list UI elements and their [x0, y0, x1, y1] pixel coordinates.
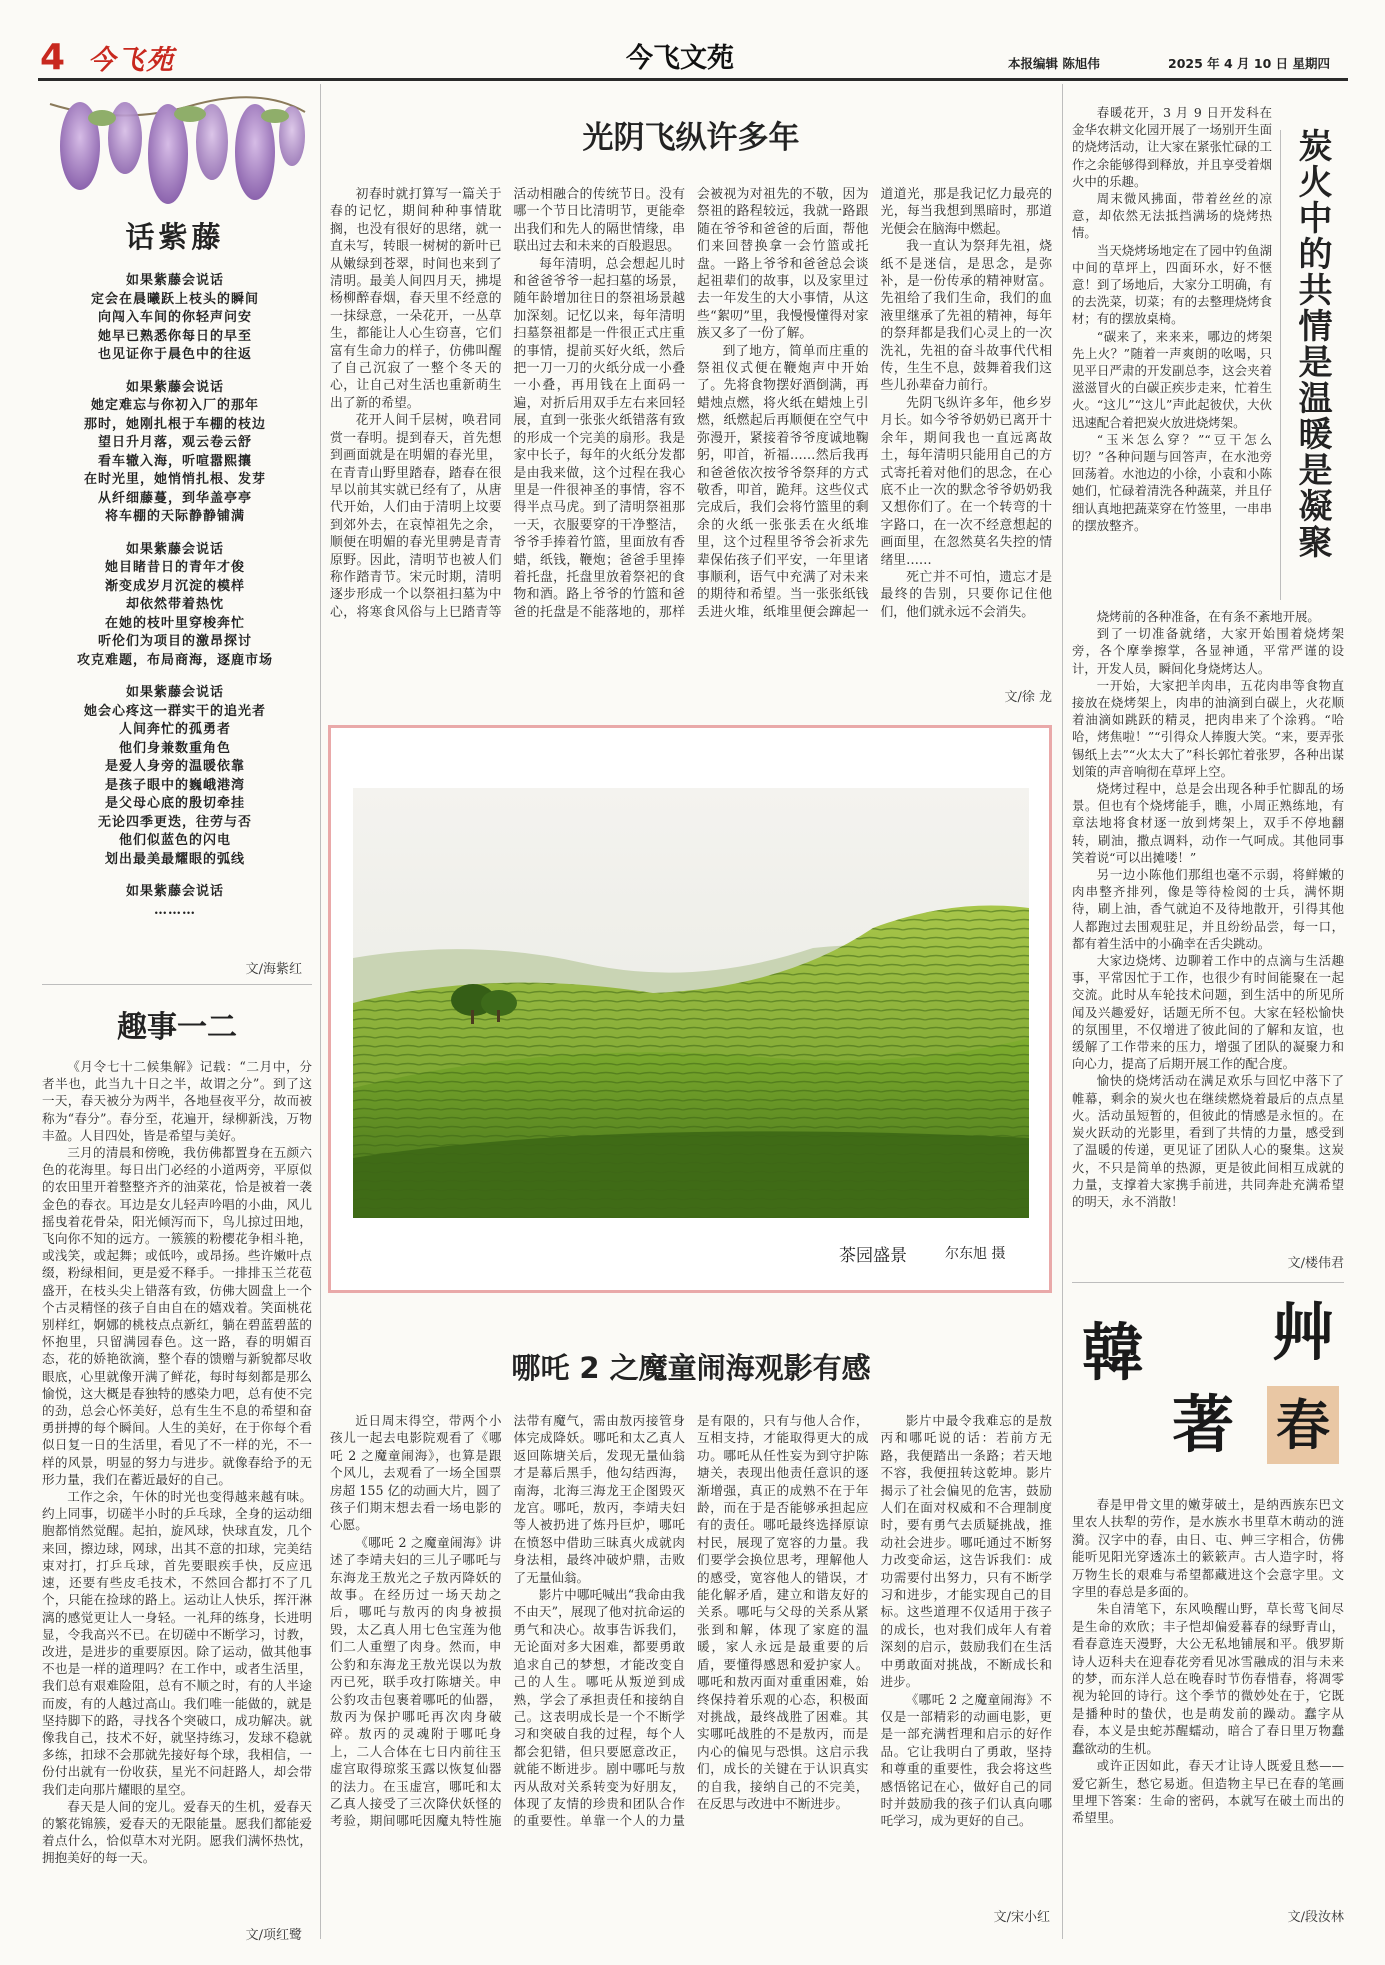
page-number: 4: [40, 37, 66, 78]
tanhuo-title-rule: [1280, 130, 1281, 600]
paragraph: 《哪吒 2 之魔童闹海》不仅是一部精彩的动画电影，更是一部充满哲理和启示的好作品。它让我明白了勇敢，坚持和尊重的重要性，我会将这些感悟铭记在心，做好自己的同时并鼓励我的孩子们认真向哪吒学习，成为更好的自己。: [880, 1691, 1052, 1829]
xiaozhuan-author: 文/段汝林: [1287, 1910, 1344, 1925]
left-column-rule: [320, 84, 321, 1939]
editor-label: 本报编辑 陈旭伟: [1008, 56, 1100, 71]
wisteria-illustration: [40, 96, 310, 214]
poem-line: 向闯入车间的你轻声问安: [97, 310, 252, 325]
poem-line: 在时光里，她悄悄扎根、发芽: [83, 472, 266, 487]
poem-line: 如果紫藤会说话: [125, 541, 224, 557]
paragraph: 周末微风拂面，带着丝丝的凉意，却依然无法抵挡满场的烧烤热情。: [1072, 191, 1272, 241]
nezha-title: 哪吒 2 之魔童闹海观影有感: [511, 1351, 871, 1385]
poem-line: 如果紫藤会说话: [125, 379, 224, 395]
paragraph: 每年清明，总会想起儿时和爸爸爷爷一起扫墓的场景，随年龄增加往日的祭祖场景越加深刻。记忆以来，每年清明扫墓祭祖都是一件很正式庄重的事情，提前买好火纸，然后把一刀一刀的火纸分成一小叠一小叠，再用钱在上面码一遍，对折后用双手左右来回轻展，直到一张张火纸错落有致的形成一个完美的扇形。我是家中长子，每年的火纸分发都是由我来做，这个过程在我心里是一件很神圣的事情，容不得半点马虎。到了清明祭祖那一天，衣服要穿的干净整洁，爷爷手捧着竹篮，里面放有香蜡，纸钱，鞭炮；爸爸手里捧着托盘，托盘里放着祭祀的食物和酒。路上爷爷的竹篮和爸爸的托盘是不能落地的，那样会被视为对祖先的不敬，因为祭祖的路程较远，我就一路跟随在爷爷和爸爸的后面，帮他们来回替换拿一会竹篮或托盘。一路上爷爷和爸爸总会谈起祖辈们的故事，以及家里过去一年发生的大小事情，从这些“絮叨”里，我慢慢懂得对家族又多了一份了解。: [513, 187, 869, 620]
seal-glyph: 春: [1276, 1393, 1330, 1457]
paragraph: 一开始，大家把羊肉串，五花肉串等食物直接放在烧烤架上，肉串的油滴到白碳上，火花顺着油滴如跳跃的精灵，把肉串来了个涂鸦。“哈哈，烤焦啦！”“引得众人捧腹大笑。“来，要弄张锡纸上去”“火太大了”科长郭忙着张罗，各种出谋划策的声音响彻在草坪上空。: [1072, 677, 1344, 779]
issue-date: 2025 年 4 月 10 日 星期四: [1168, 56, 1330, 71]
paragraph: 另一边小陈他们那组也毫不示弱，将鲜嫩的肉串整齐排列，像是等待检阅的士兵，满怀期待，刷上油，香气就迫不及待地散开，引得其他人都跑过去围观驻足，并且纷纷品尝，每一口，都有着生活中的小确幸在舌尖跳动。: [1072, 867, 1344, 951]
paragraph: 烧烤前的各种准备，在有条不紊地开展。: [1096, 609, 1320, 624]
poem-line: 人间奔忙的孤勇者: [118, 722, 231, 737]
poem-line: 听伦们为项目的激昂探讨: [97, 634, 252, 649]
paragraph: 春是甲骨文里的嫩芽破土，是纳西族东巴文里农人扶犁的劳作，是水族水书里草木萌动的涟漪。汉字中的春，由日、屯、艸三字相合，仿佛能听见阳光穿透冻土的簌簌声。古人造字时，将万物生长的艰难与希望都藏进这个会意字里。文字里的春总是多面的。: [1072, 1497, 1344, 1600]
poem-line: 如果紫藤会说话: [125, 685, 224, 700]
header-rule: [38, 78, 1348, 81]
poem-line: 在她的枝叶里穿梭奔忙: [104, 615, 245, 631]
tea-garden-photo: [353, 788, 1029, 1218]
paragraph: “碳来了，来来来，哪边的烤架先上火？”随着一声爽朗的吆喝，只见平日严肃的开发副总李，这会夹着滋滋冒火的白碳正疾步走来，忙着生火。“这儿”“这儿”声此起彼伏，大伙迅速配合着把炭火放进烧烤架。: [1072, 328, 1272, 430]
poem-line: 那时，她刚扎根于车棚的枝边: [83, 416, 266, 432]
qushi-author: 文/项红鹭: [245, 1928, 302, 1943]
poem-line: 是爱人身旁的温暖依靠: [104, 759, 245, 774]
poem-line: 她目睹昔日的青年才俊: [104, 560, 245, 575]
xiaozhuan-body: [1072, 1496, 1344, 1827]
paragraph: 死亡并不可怕，遗忘才是最终的告别，只要你记住他们，他们就永远不会消失。: [880, 569, 1052, 620]
paragraph: 《月令七十二候集解》记载：“二月中，分者半也，此当九十日之半，故谓之分”。到了这一天，春天被分为两半，各地昼夜平分，故而被称为“春分”。春分至，花遍开，绿柳新浅，万物丰盈。人目四处，皆是希望与美好。: [42, 1059, 312, 1143]
paragraph: 烧烤过程中，总是会出现各种手忙脚乱的场景。但也有个烧烤能手，瞧，小周正熟练地，有章法地将食材逐一放到烤架上，双手不停地翻转，刷油，撒点调料，动作一气呵成。其他同事笑着说“可以出摊喽！”: [1072, 781, 1344, 865]
paragraph: 我一直认为祭拜先祖，烧纸不是迷信，是思念，是弥补，是一份传承的精神财富。先祖给了我们生命，我们的血液里继承了先祖的精神，每年的祭拜都是我们心灵上的一次洗礼，先祖的奋斗故事代代相传，生生不息，鼓舞着我们这些儿孙辈奋力前行。: [880, 239, 1052, 394]
poem-line: 是父母心底的殷切牵挂: [104, 796, 245, 811]
photo-caption: 茶园盛景: [839, 1246, 907, 1266]
paragraph: 初春时就打算写一篇关于春的记忆，期间种种事情耽搁，也没有很好的思绪，就一直未写，转眼一树树的新叶已从嫩绿到苍翠，时间也来到了清明。最美人间四月天，拂堤杨柳醉春烟，春天里不经意的一抹绿意，一朵花开，一丛草生，都能让人心生窃喜，它们富有生命力的样子，仿佛叫醒了自己沉寂了一整个冬天的心，让自己对生活也重新萌生出了新的希望。: [330, 187, 502, 411]
paragraph: 大家边烧烤、边聊着工作中的点滴与生活趣事，平常因忙于工作，也很少有时间能聚在一起交流。此时从车轮技术问题，到生活中的所见所闻及兴趣爱好，话题无所不包。大家在轻松愉快的氛围里，不仅增进了彼此间的了解和友谊，也缓解了工作带来的压力，增强了团队的凝聚力和向心力，提高了后期开展工作的配合度。: [1072, 953, 1344, 1072]
tanhuo-intro: [1072, 104, 1272, 534]
poem-line: 她早已熟悉你每日的早至: [97, 328, 252, 344]
tanhuo-body: [1072, 608, 1344, 1210]
guangyin-title: 光阴飞纵许多年: [582, 120, 800, 156]
paragraph: 三月的清晨和傍晚，我仿佛都置身在五颜六色的花海里。每日出门必经的小道两旁，平原似的农田里开着整整齐齐的油菜花，恰是被着一袭金色的春衣。耳边是女儿轻声吟唱的小曲，风儿摇曳着花骨朵，阳光倾泻而下，鸟儿掠过田地，飞向你不知的远方。一簇簇的粉樱花争相斗艳，或浅笑，或起舞；或低吟，或昂扬。些许嫩叶点缀，粉绿相间，更是爱不释手。一排排玉兰花苞盛开，在枝头尖上错落有致，仿佛大圆盘上一个个古灵精怪的孩子自由自在的嬉戏着。笑面桃花别样红，婀娜的桃枝点点新红，躺在碧蓝碧蓝的怀抱里，只留满园春色。这一路，春的明媚百态，花的娇艳欲滴，整个春的馈赠与新貌都尽收眼底，心里就像开满了鲜花，每时每刻都是那么愉悦，这大概是春独特的感染力吧，总有使不完的劲，总会心怀美好，总有生生不息的希望和奋勇拼搏的每个瞬间。人生的美好，在于你每个看似日复一日的生活里，看见了不一样的光，不一样的风景，明显的努力与进步。就像春给予的无形力量，我们在蓄近最好的自己。: [42, 1145, 312, 1487]
ziteng-poem: [50, 272, 300, 920]
seal-glyph: 艸: [1272, 1296, 1335, 1369]
paragraph: 先阴飞纵许多年，他乡岁月长。如今爷爷奶奶已离开十余年，期间我也一直远离故土，每年清明只能用自己的方式寄托着对他们的思念，在心底不止一次的默念爷爷奶奶我又想你们了。在一个转弯的十字路口，在一次不经意想起的画面里，在忽然莫名失控的情绪里……: [880, 395, 1052, 568]
poem-line: 是孩子眼中的巍峨港湾: [104, 777, 245, 793]
poem-line: 却依然带着热忱: [125, 597, 224, 612]
poem-line: 划出最美最耀眼的弧线: [104, 851, 245, 867]
poem-line: 他们身兼数重角色: [118, 740, 231, 756]
section-title: 今飞文苑: [626, 43, 734, 74]
paragraph: 《哪吒 2 之魔童闹海》讲述了李靖夫妇的三儿子哪吒与东海龙王敖光之子敖丙降妖的故事。在经历过一场天劫之后，哪吒与敖丙的肉身被损毁，太乙真人用七色宝莲为他们二人重塑了肉身。然而，申公豹和东海龙王敖光误以为敖丙已死，联手攻打陈塘关。申公豹攻击包裹着哪吒的仙器，敖丙为保护哪吒再次肉身破碎。敖丙的灵魂附于哪吒身上，二人合体在七日内前往玉虚宫取得琼浆玉露以恢复仙器的法力。在玉虚宫，哪吒和太乙真人接受了三次降伏妖怪的考验，期间哪吒因魔丸特性施法带有魔气，需由敖丙接管身体完成降妖。哪吒和太乙真人返回陈塘关后，发现无量仙翁才是幕后黑手，他勾结西海，南海，北海三海龙王企图毁灭龙宫。哪吒，敖丙，李靖夫妇等人被扔进了炼丹巨炉，哪吒在愤怒中借助三昧真火成就肉身法相，最终冲破炉鼎，击败了无量仙翁。: [330, 1413, 685, 1829]
seal-glyph: 韓: [1082, 1316, 1145, 1389]
seal-script-calligraphy: [1072, 1294, 1344, 1470]
photo-frame: [328, 725, 1052, 1293]
qushi-title: 趣事一二: [117, 1010, 237, 1045]
paragraph: 愉快的烧烤活动在满足欢乐与回忆中落下了帷幕，剩余的炭火也在继续燃烧着最后的点点星火。活动虽短暂的，但彼此的情感是永恒的。在炭火跃动的光影里，看到了共情的力量，感受到了温暖的传递，更见证了团队人心的聚集。这炭火，不只是简单的热源，更是彼此间相互成就的力量，支撑着大家携手前进，共同奔赴充满希望的明天，永不消散！: [1072, 1073, 1344, 1209]
poem-line: 定会在晨曦跃上枝头的瞬间: [90, 291, 259, 307]
poem-line: 如果紫藤会说话: [125, 884, 224, 899]
paragraph: 春天是人间的宠儿。爱春天的生机，爱春天的繁花锦簇，爱春天的无限能量。愿我们都能爱着点什么，恰似草木对光阴。愿我们满怀热忱，拥抱美好的每一天。: [42, 1798, 312, 1866]
seal-glyph: 著: [1172, 1388, 1235, 1461]
poem-line: 攻克难题，布局商海，逐鹿市场: [76, 652, 273, 668]
poem-line: 看车辙入海，听喧嚣熙攘: [97, 453, 252, 469]
ziteng-author: 文/海紫红: [245, 962, 302, 977]
paragraph: 当天烧烤场地定在了园中钓鱼湖中间的草坪上，四面环水，好不惬意！到了场地后，大家分工明确，有的去洗菜，切菜；有的去整理烧烤食材；有的摆放桌椅。: [1072, 242, 1272, 327]
brand-logo: 今飞苑: [88, 45, 175, 76]
poem-line: 将车棚的天际静静铺满: [104, 509, 245, 524]
poem-line: 从纤细藤蔓，到华盖亭亭: [97, 490, 252, 506]
tanhuo-title: 炭火中的共情是温暖是凝聚: [1292, 128, 1332, 560]
tanhuo-author: 文/楼伟君: [1287, 1256, 1344, 1271]
paragraph: 工作之余，午休的时光也变得越来越有味。约上同事，切磋半小时的乒乓球，全身的运动细胞都悄然觉醒。起拍，旋风球，快球直发，几个来回，擦边球，网球，出其不意的扣球，完美结束对打，打乒乓球，首先要眼疾手快，反应迅速，还要有些皮毛技术，不然回合都打不了几个，只能在捡球的路上。运动让人快乐，挥汗淋漓的感觉更让人一身轻。一礼拜的练身，长进明显，令我高兴不已。在切磋中不断学习，讨教，改进，是进步的重要原因。除了运动，做其他事不也是一样的道理吗？在工作中，或者生活里，我们总有艰难险阻，总有不顺之时，有的人半途而废，有的人越过高山。我们唯一能做的，就是坚持脚下的路，寻找各个突破口，成功解决。就像我自己，技术不好，就坚持练习，发球不稳就多练，扣球不会那就先接好每个球，我相信，一份付出就有一份收获，星光不问赶路人，却会带我们走向那片耀眼的星空。: [42, 1489, 312, 1797]
guangyin-author: 文/徐 龙: [1004, 690, 1052, 705]
paragraph: 或许正因如此，春天才让诗人既爱且愁——爱它新生，愁它易逝。但造物主早已在春的笔画里埋下答案：生命的密码，本就写在破土而出的希望里。: [1072, 1758, 1344, 1826]
paragraph: 近日周末得空，带两个小孩儿一起去电影院观看了《哪吒 2 之魔童闹海》，也算是跟个风儿，去观看了一场全国票房超 155 亿的动画大片，圆了孩子们期末想去看一场电影的心愿。: [330, 1413, 502, 1533]
nezha-body: [330, 1412, 1052, 1922]
poem-line: 如果紫藤会说话: [125, 273, 224, 288]
right-divider: [1072, 1282, 1344, 1283]
poem-line: 望日升月落，观云卷云舒: [97, 435, 252, 450]
photo-credit: 尔东旭 摄: [945, 1246, 1006, 1262]
guangyin-body: [330, 186, 1052, 704]
right-column-rule: [1062, 84, 1063, 1939]
poem-line: 他们似蓝色的闪电: [118, 833, 231, 848]
left-divider: [42, 984, 312, 985]
poem-line: 她定难忘与你初入厂的那年: [90, 398, 259, 413]
poem-line: 渐变成岁月沉淀的模样: [104, 578, 245, 594]
qushi-body: [42, 1058, 312, 1867]
nezha-author: 文/宋小红: [993, 1910, 1050, 1925]
poem-line: 她会心疼这一群实干的追光者: [83, 703, 266, 719]
paragraph: “玉米怎么穿？”“豆干怎么切？”各种问题与回答声，在水池旁回荡着。水池边的小徐，小袁和小陈她们，忙碌着清洗各种蔬菜，并且仔细认真地把蔬菜穿在竹签里，一串串的摆放整齐。: [1072, 431, 1272, 533]
paragraph: 春暖花开，3 月 9 日开发科在金华农耕文化园开展了一场别开生面的烧烤活动，让大家在紧张忙碌的工作之余能够得到释放，并且享受着烟火中的乐趣。: [1072, 105, 1272, 189]
paragraph: 到了地方，简单而庄重的祭祖仪式便在鞭炮声中开始了。先将食物摆好酒倒满，再蜡烛点燃，将火纸在蜡烛上引燃，纸燃起后再顺便在空气中弥漫开，紧接着爷爷度诚地鞠躬，叩首，祈福……然后我再和爸爸依次按爷爷祭拜的方式敬香，叩首，跪拜。这些仪式完成后，我们会将竹篮里的剩余的火纸一张张丢在火纸堆里，这个过程里爷爷会祈求先辈保佑孩子们平安，一年里诸事顺利，语气中充满了对未来的期待和希望。当一张张纸钱丢进火堆，纸堆里便会蹿起一道道光，那是我记忆力最亮的光，每当我想到黑暗时，那道光便会在脑海中燃起。: [697, 187, 1052, 620]
ziteng-title: 话紫藤: [125, 220, 225, 254]
poem-line: 无论四季更迭，往劳与否: [97, 814, 252, 830]
poem-line: ………: [154, 902, 196, 918]
poem-line: 也见证你于晨色中的往返: [97, 347, 252, 362]
paragraph: 朱自清笔下，东风唤醒山野，草长莺飞间尽是生命的欢欣；丰子恺却偏爱暮春的绿野青山，看春意连天漫野，大公无私地铺展和平。俄罗斯诗人迈科夫在迎春花旁看见冰雪融成的泪与未来的梦，而东洋人总在晚春时节伤春惜春，将凋零视为轮回的诗行。这个季节的微妙处在于，它既是播种时的蛰伏，也是萌发前的躁动。蠢字从春，本义是虫蛇苏醒蠕动，暗合了春日里万物蠢蠢欲动的生机。: [1072, 1601, 1344, 1756]
paragraph: 到了一切准备就绪，大家开始围着烧烤架旁，各个摩拳擦掌，各显神通，平常严谨的设计，开发人员，瞬间化身烧烤达人。: [1072, 626, 1344, 676]
seal-glyph-highlight: [1267, 1386, 1339, 1464]
paragraph: 花开人间千层树，唤君同赏一春明。提到春天，首先想到画面就是在明媚的春光里，在青青山野里踏春，踏春在很早以前其实就已经有了，从唐代开始，人们由于清明上坟要到郊外去，在哀悼祖先之余，顺便在明媚的春光里骋是青青原野。因此，清明节也被人们称作踏青节。宋元时期，清明逐步形成一个以祭祖扫墓为中心，将寒食风俗与上巳踏青等活动相融合的传统节日。没有哪一个节日比清明节，更能牵出我们和先人的隔世情缘，串联出过去和未来的百般遐思。: [330, 187, 685, 620]
paragraph: 影片中最令我难忘的是敖丙和哪吒说的话：若前方无路，我便踏出一条路；若天地不容，我便扭转这乾坤。影片揭示了社会偏见的危害，鼓励人们在面对权威和不合理制度时，要有勇气去质疑挑战，推动社会进步。哪吒通过不断努力改变命运，这告诉我们：成功需要付出努力，只有不断学习和进步，才能实现自己的目标。这些道理不仅适用于孩子的成长，也对我们成年人有着深刻的启示，鼓励我们在生活中勇敢面对挑战，不断成长和进步。: [880, 1413, 1052, 1690]
paragraph: 影片中哪吒喊出“我命由我不由天”，展现了他对抗命运的勇气和决心。故事告诉我们，无论面对多大困难，都要勇敢追求自己的梦想，才能改变自己的人生。哪吒从叛逆到成熟，学会了承担责任和接纳自己。这表明成长是一个不断学习和突破自我的过程，每个人都会犯错，但只要愿意改正，就能不断进步。剧中哪吒与敖丙从敌对关系转变为好朋友，体现了友情的珍贵和团队合作的重要性。单靠一个人的力量是有限的，只有与他人合作，互相支持，才能取得更大的成功。哪吒从任性妄为到守护陈塘关，表现出他责任意识的逐渐增强，真正的成熟不在于年龄，而在于是否能够承担起应有的责任。哪吒最终选择原谅村民，展现了宽容的力量。我们要学会换位思考，理解他人的感受，宽容他人的错误，才能化解矛盾，建立和谐友好的关系。哪吒与父母的关系从紧张到和解，体现了家庭的温暖，家人永远是最重要的后盾，要懂得感恩和爱护家人。哪吒和敖丙面对重重困难，始终保持着乐观的心态，积极面对挑战，最终战胜了困难。其实哪吒战胜的不是敖丙，而是内心的偏见与恐惧。这启示我们，成长的关键在于认识真实的自我，接纳自己的不完美，在反思与改进中不断进步。: [513, 1413, 869, 1829]
